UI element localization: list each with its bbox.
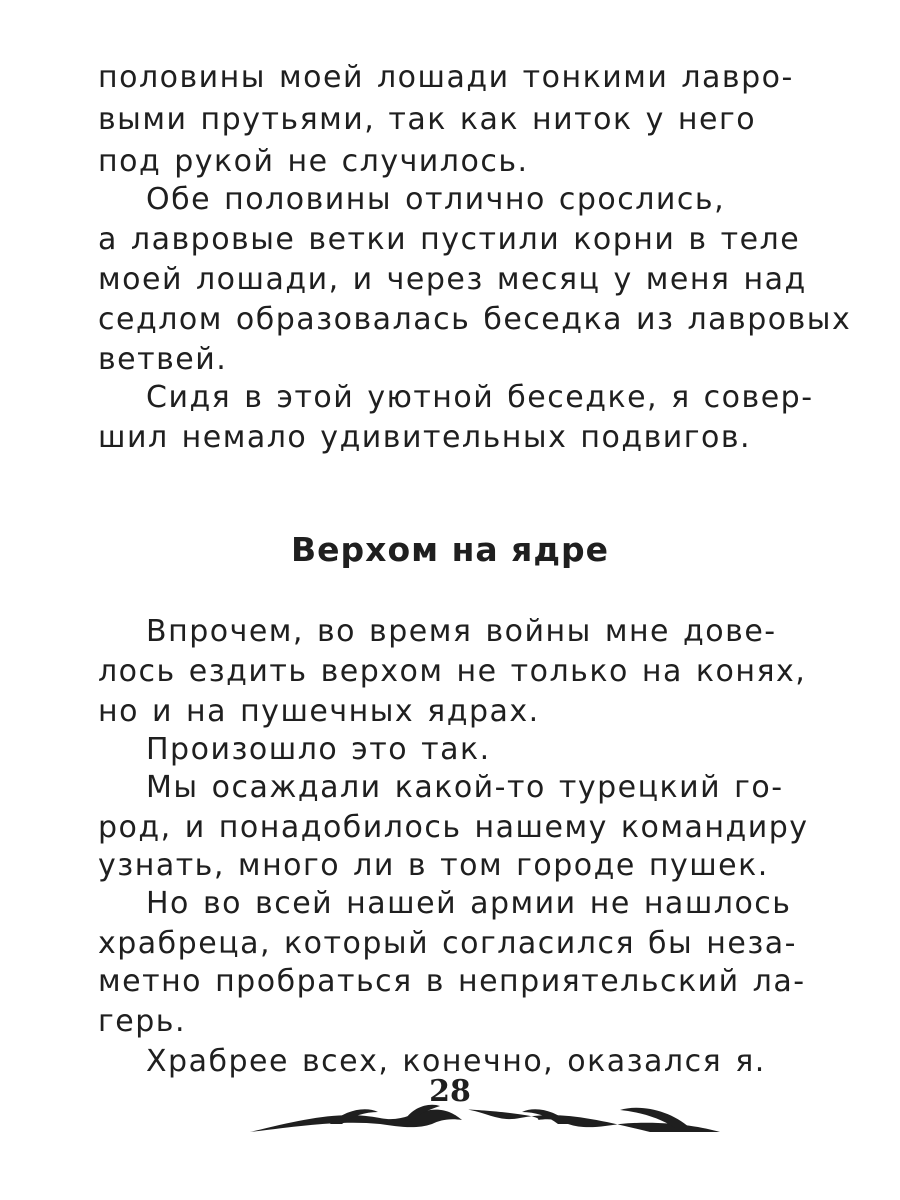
page-number: 28 [429, 1074, 471, 1109]
text-line: узнать, много ли в том городе пушек. [98, 848, 769, 883]
text-line: выми прутьями, так как ниток у него [98, 102, 757, 137]
text-line: лось ездить верхом не только на конях, [98, 654, 807, 689]
text-line: ветвей. [98, 342, 228, 377]
text-line: Впрочем, во время войны мне дове- [146, 614, 777, 649]
text-line: метно пробраться в неприятельский ла- [98, 964, 806, 999]
text-line: половины моей лошади тонкими лавро- [98, 60, 794, 95]
text-line: Мы осаждали какой-то турецкий го- [146, 770, 784, 805]
text-line: Сидя в этой уютной беседке, я совер- [146, 380, 814, 415]
text-line: шил немало удивительных подвигов. [98, 420, 752, 455]
text-line: герь. [98, 1004, 186, 1039]
text-line: моей лошади, и через месяц у меня над [98, 262, 807, 297]
chapter-heading: Верхом на ядре [291, 530, 609, 569]
right-flourish-icon [468, 1110, 720, 1132]
text-line: седлом образовалась беседка из лавровых [98, 302, 852, 337]
text-line: но и на пушечных ядрах. [98, 694, 540, 729]
text-line: Но во всей нашей армии не нашлось [146, 886, 792, 921]
text-line: а лавровые ветки пустили корни в теле [98, 222, 801, 257]
text-line: под рукой не случилось. [98, 144, 529, 179]
text-line: Храбрее всех, конечно, оказался я. [146, 1044, 766, 1079]
text-line: род, и понадобилось нашему командиру [98, 810, 809, 845]
text-line: храбреца, который согласился бы неза- [98, 926, 797, 961]
text-line: Обе половины отлично срослись, [146, 182, 726, 217]
text-line: Произошло это так. [146, 732, 491, 767]
